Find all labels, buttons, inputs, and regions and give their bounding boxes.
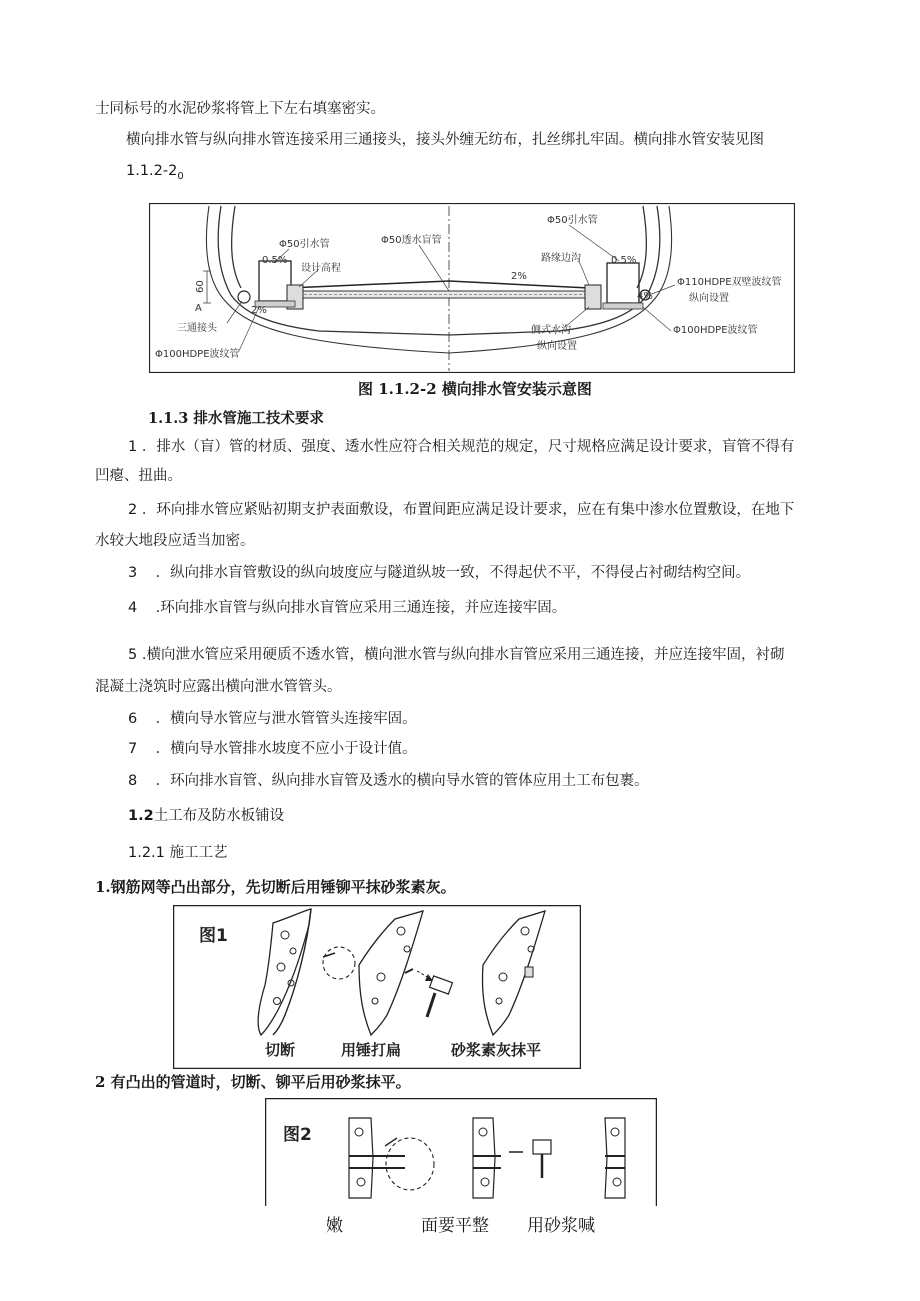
item-4-num: 4 (128, 600, 138, 616)
label-tee: 三通接头 (177, 323, 217, 334)
item-8-num: 8 (128, 773, 138, 789)
label-slope-right: 0.5% (611, 255, 637, 266)
label-slope-mid: 2% (511, 271, 527, 282)
item-8 (128, 771, 649, 791)
bottom-text-c: 用砂浆喊 (527, 1216, 595, 1236)
item-7-text: ．横向导水管排水坡度不应小于设计值。 (155, 741, 417, 757)
section-1-1-3-heading: 1.1.3 排水管施工技术要求 (148, 410, 324, 427)
text-line-2: 横向排水管与纵向排水管连接采用三通接头，接头外缠无纺布，扎丝绑扎牢固。横向排水管安装见图 (126, 132, 764, 148)
item-5-text: .横向泄水管应采用硬质不透水管，横向泄水管与纵向排水盲管应采用三通连接，并应连接牢固，衬砌 (141, 647, 785, 663)
fig-ref-sub: 0 (177, 170, 184, 182)
section-1-2-title: 土工布及防水板铺设 (153, 808, 285, 824)
item-4-text: .环向排水盲管与纵向排水盲管应采用三通连接，并应连接牢固。 (155, 600, 567, 616)
item-1-cont: 凹瘪、扭曲。 (95, 468, 182, 484)
item-5-num: 5 (128, 647, 138, 663)
item-2-num: 2 (128, 502, 138, 518)
section-1-2-num: 1.2 (128, 808, 154, 824)
item-1-num: 1 (128, 439, 138, 455)
label-dim-60: 60 (195, 280, 206, 293)
item-7 (128, 739, 417, 759)
label-curb: 路缘边沟 (541, 253, 581, 264)
item-2-text: ．环向排水管应紧贴初期支护表面敷设，布置间距应满足设计要求，应在有集中渗水位置敷设，在地下 (141, 502, 795, 518)
label-pipe-left: Φ50引水管 (279, 239, 330, 250)
figure-1-caption-cut: 切断 (265, 1041, 296, 1059)
label-hdpe-left: Φ100HDPE波纹管 (155, 349, 240, 360)
drainage-install-diagram (149, 203, 795, 373)
figure-1-box (173, 905, 581, 1069)
figure-2-box (265, 1098, 657, 1206)
step-2-text: 2 有凸出的管道时，切断、铆平后用砂浆抹平。 (95, 1073, 411, 1091)
label-slope-left: 0.5% (262, 255, 288, 266)
step-1-text: 1.钢筋网等凸出部分，先切断后用锤铆平抹砂浆素灰。 (95, 878, 456, 896)
item-6 (128, 709, 417, 729)
label-long-set-2: 纵向设置 (537, 341, 577, 352)
label-pipe-right: Φ50引水管 (547, 215, 598, 226)
figure-1-label: 图1 (199, 926, 228, 946)
item-1 (128, 437, 794, 457)
label-blind-pipe: Φ50透水盲管 (381, 235, 442, 246)
label-side-ditch: 侧式水沟 (531, 325, 571, 336)
label-slope-right2: 4% (637, 291, 653, 302)
item-6-text: ．横向导水管应与泄水管管头连接牢固。 (155, 711, 417, 727)
item-5 (128, 645, 784, 665)
bottom-text-b: 面要平整 (421, 1216, 489, 1236)
label-slope-left2: 2% (251, 305, 267, 316)
item-2-cont: 水较大地段应适当加密。 (95, 533, 255, 549)
text-line-3 (126, 161, 184, 187)
item-3-text: ．纵向排水盲管敷设的纵向坡度应与隧道纵坡一致，不得起伏不平，不得侵占衬砌结构空间。 (155, 565, 751, 581)
label-dim-a: A (195, 303, 202, 314)
section-1-2-1-heading: 1.2.1 施工工艺 (128, 845, 228, 861)
figure-1-caption-plaster: 砂浆素灰抹平 (451, 1041, 542, 1059)
item-5-cont: 混凝土浇筑时应露出横向泄水管管头。 (95, 679, 342, 695)
item-3-num: 3 (128, 565, 138, 581)
item-1-text: ．排水（盲）管的材质、强度、透水性应符合相关规范的规定，尺寸规格应满足设计要求，盲管不得有 (141, 439, 795, 455)
section-1-2-heading (128, 806, 284, 826)
item-3 (128, 563, 750, 583)
item-4 (128, 598, 566, 618)
label-hdpe110: Φ110HDPE双壁波纹管 (677, 277, 782, 288)
label-hdpe-right: Φ100HDPE波纹管 (673, 325, 758, 336)
figure-1-caption-flatten: 用锤打扁 (341, 1041, 402, 1059)
fig-ref: 1.1.2-2 (126, 163, 178, 179)
bottom-text-a: 嫩 (326, 1216, 343, 1236)
figure-2-label: 图2 (283, 1125, 312, 1145)
label-design-elev: 设计高程 (301, 263, 341, 274)
item-7-num: 7 (128, 741, 138, 757)
label-long-set-1: 纵向设置 (689, 293, 729, 304)
figure-caption: 图 1.1.2-2 横向排水管安装示意图 (358, 380, 592, 398)
item-2 (128, 500, 794, 520)
item-6-num: 6 (128, 711, 138, 727)
item-8-text: ．环向排水盲管、纵向排水盲管及透水的横向导水管的管体应用土工布包裹。 (155, 773, 649, 789)
text-line-1: 士同标号的水泥砂浆将管上下左右填塞密实。 (95, 101, 385, 117)
